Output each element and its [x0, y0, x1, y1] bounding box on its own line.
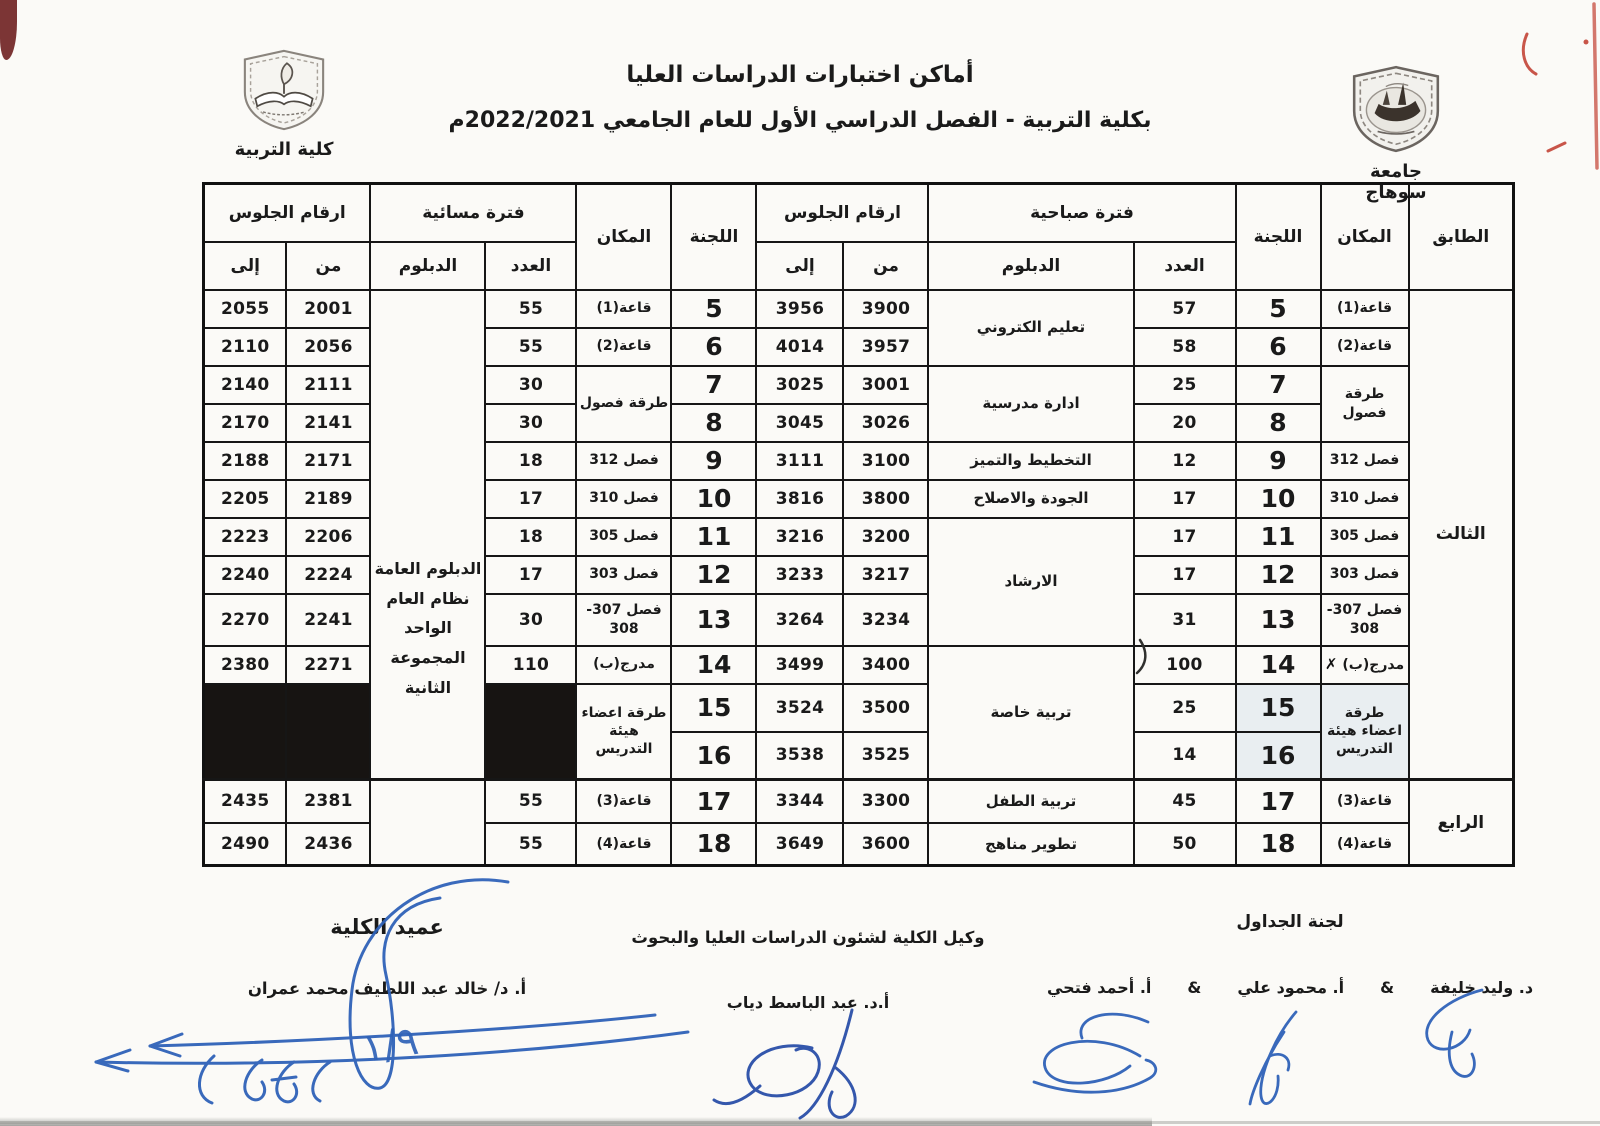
header-to-morning: إلى: [756, 242, 843, 290]
m-to: 3111: [756, 442, 843, 480]
faculty-name: كلية التربية: [234, 139, 334, 160]
m-count: 25: [1134, 684, 1236, 732]
header-to-evening: إلى: [203, 242, 286, 290]
m-count: 12: [1134, 442, 1236, 480]
e-count: 30: [485, 366, 576, 404]
e-from: 2141: [286, 404, 370, 442]
m-count: 14: [1134, 732, 1236, 780]
e-place: قاعة(2): [576, 328, 671, 366]
e-count-blackout: [485, 684, 576, 780]
m-from: 3001: [843, 366, 928, 404]
university-logo-icon: [1345, 64, 1447, 154]
m-count: 45: [1134, 780, 1236, 823]
dean-name: أ. د/ خالد عبد اللطيف محمد عمران: [247, 979, 527, 998]
e-committee: 11: [671, 518, 756, 556]
m-place: فصل 305: [1321, 518, 1409, 556]
m-place: فصل 303: [1321, 556, 1409, 594]
table-row: [203, 290, 1513, 328]
committee-member-name: أ. محمود علي: [1237, 978, 1345, 997]
e-committee: 17: [671, 780, 756, 823]
m-to: 3499: [756, 646, 843, 684]
e-from: 2241: [286, 594, 370, 646]
m-place: قاعة(4): [1321, 823, 1409, 866]
m-to: 3264: [756, 594, 843, 646]
e-place: قاعة(1): [576, 290, 671, 328]
m-committee: 13: [1236, 594, 1321, 646]
dean-title: عميد الكلية: [330, 915, 444, 939]
m-diploma: ادارة مدرسية: [928, 366, 1133, 442]
header-morning-period: فترة صباحية: [928, 184, 1235, 242]
faculty-emblem-block: [232, 48, 336, 160]
e-count: 110: [485, 646, 576, 684]
e-from: 2381: [286, 780, 370, 823]
m-from: 3400: [843, 646, 928, 684]
m-committee: 16: [1236, 732, 1321, 780]
committee-member-name: د. وليد خليفة: [1430, 978, 1534, 997]
header-committee-morning: اللجنة: [1236, 184, 1321, 290]
m-place: فصل 312: [1321, 442, 1409, 480]
e-committee: 12: [671, 556, 756, 594]
e-place: فصل 307-308: [576, 594, 671, 646]
handwritten-date: ١/٩: [358, 1017, 422, 1073]
e-count: 55: [485, 328, 576, 366]
m-place: فصل 310: [1321, 480, 1409, 518]
m-count: 31: [1134, 594, 1236, 646]
e-place: فصل 305: [576, 518, 671, 556]
header-committee-evening: اللجنة: [671, 184, 756, 290]
e-place: قاعة(4): [576, 823, 671, 866]
e-committee: 13: [671, 594, 756, 646]
schedules-committee-title: لجنة الجداول: [1236, 912, 1344, 932]
m-from: 3026: [843, 404, 928, 442]
header-floor: الطابق: [1409, 184, 1514, 290]
m-from: 3900: [843, 290, 928, 328]
e-to: 2435: [203, 780, 286, 823]
e-place: طرقة فصول: [576, 366, 671, 442]
schedules-committee-members: [1040, 978, 1540, 997]
m-committee: 12: [1236, 556, 1321, 594]
e-diploma-text: الدبلوم العامة نظام العام الواحد المجموعة الثانية: [374, 559, 482, 697]
m-to: 3649: [756, 823, 843, 866]
m-committee: 7: [1236, 366, 1321, 404]
exam-locations-table-wrap: [205, 182, 1515, 867]
m-to: 3538: [756, 732, 843, 780]
e-count: 30: [485, 594, 576, 646]
vice-dean-signature: [714, 1010, 855, 1118]
e-count: 17: [485, 556, 576, 594]
vice-dean-name: أ.د. عبد الباسط دياب: [726, 993, 890, 1012]
page-subtitle: بكلية التربية - الفصل الدراسي الأول للعام الجامعي 2022/2021م: [448, 108, 1152, 133]
m-from: 3957: [843, 328, 928, 366]
e-from: 2436: [286, 823, 370, 866]
table-row: [203, 780, 1513, 823]
e-from: 2206: [286, 518, 370, 556]
m-place: طرقة فصول: [1321, 366, 1409, 442]
e-place: مدرج(ب): [576, 646, 671, 684]
e-from: 2171: [286, 442, 370, 480]
e-diploma-empty: [370, 780, 485, 866]
m-place: قاعة(2): [1321, 328, 1409, 366]
schedules-committee-block: [1040, 912, 1540, 997]
header-count-evening: العدد: [485, 242, 576, 290]
floor-third: الثالث: [1409, 290, 1514, 780]
e-count: 30: [485, 404, 576, 442]
e-committee: 8: [671, 404, 756, 442]
m-place: قاعة(3): [1321, 780, 1409, 823]
e-count: 17: [485, 480, 576, 518]
m-count: 58: [1134, 328, 1236, 366]
e-to: 2490: [203, 823, 286, 866]
m-count: 17: [1134, 518, 1236, 556]
header-from-evening: من: [286, 242, 370, 290]
e-to: 2240: [203, 556, 286, 594]
m-committee: 18: [1236, 823, 1321, 866]
e-committee: 18: [671, 823, 756, 866]
handwritten-x-mark: ✗: [1324, 654, 1338, 673]
e-count: 55: [485, 290, 576, 328]
m-from: 3200: [843, 518, 928, 556]
m-committee: 10: [1236, 480, 1321, 518]
m-diploma: تعليم الكتروني: [928, 290, 1133, 366]
e-committee: 5: [671, 290, 756, 328]
m-diploma: تطوير مناهج: [928, 823, 1133, 866]
m-place-text: مدرج(ب): [1342, 656, 1405, 673]
e-count: 18: [485, 442, 576, 480]
vice-dean-title: وكيل الكلية لشئون الدراسات العليا والبحوث: [631, 928, 985, 947]
m-count: 17: [1134, 480, 1236, 518]
e-committee: 14: [671, 646, 756, 684]
m-diploma: الجودة والاصلاح: [928, 480, 1133, 518]
corner-ink-mark: [0, 0, 17, 60]
exam-locations-table: [202, 182, 1515, 867]
committee-signatures: [1034, 990, 1482, 1104]
m-to: 3025: [756, 366, 843, 404]
e-committee: 10: [671, 480, 756, 518]
m-committee: 8: [1236, 404, 1321, 442]
e-to: 2223: [203, 518, 286, 556]
e-from: 2224: [286, 556, 370, 594]
m-committee: 6: [1236, 328, 1321, 366]
header-seats-evening: ارقام الجلوس: [203, 184, 370, 242]
e-diploma: [370, 290, 485, 780]
m-from: 3234: [843, 594, 928, 646]
ampersand-separator: &: [1187, 978, 1202, 997]
e-from: 2189: [286, 480, 370, 518]
e-committee: 15: [671, 684, 756, 732]
e-count: 18: [485, 518, 576, 556]
m-count: 50: [1134, 823, 1236, 866]
dean-block: [222, 915, 552, 998]
e-place: فصل 303: [576, 556, 671, 594]
m-count: 17: [1134, 556, 1236, 594]
page-title: أماكن اختبارات الدراسات العليا: [626, 62, 974, 88]
e-count: 55: [485, 780, 576, 823]
university-name: جامعة سوهاج: [1365, 161, 1427, 203]
m-committee: 17: [1236, 780, 1321, 823]
m-to: 3045: [756, 404, 843, 442]
e-to-blackout: [203, 684, 286, 780]
m-committee: 14: [1236, 646, 1321, 684]
e-to: 2170: [203, 404, 286, 442]
e-place: فصل 312: [576, 442, 671, 480]
e-to: 2055: [203, 290, 286, 328]
m-to: 3816: [756, 480, 843, 518]
m-from: 3800: [843, 480, 928, 518]
m-committee: 5: [1236, 290, 1321, 328]
m-diploma: تربية الطفل: [928, 780, 1133, 823]
e-committee: 6: [671, 328, 756, 366]
e-from: 2001: [286, 290, 370, 328]
header-diploma-evening: الدبلوم: [370, 242, 485, 290]
m-count: 25: [1134, 366, 1236, 404]
header-evening-period: فترة مسائية: [370, 184, 576, 242]
e-place: فصل 310: [576, 480, 671, 518]
e-to: 2380: [203, 646, 286, 684]
ampersand-separator: &: [1380, 978, 1395, 997]
m-from: 3300: [843, 780, 928, 823]
m-to: 3216: [756, 518, 843, 556]
e-committee: 7: [671, 366, 756, 404]
e-to: 2188: [203, 442, 286, 480]
header-seats-morning: ارقام الجلوس: [756, 184, 928, 242]
e-from-blackout: [286, 684, 370, 780]
m-count: 100: [1134, 646, 1236, 684]
m-to: 3233: [756, 556, 843, 594]
e-place: قاعة(3): [576, 780, 671, 823]
m-to: 4014: [756, 328, 843, 366]
e-count: 55: [485, 823, 576, 866]
vice-dean-block: [608, 928, 1008, 1012]
header-diploma-morning: الدبلوم: [928, 242, 1133, 290]
m-to: 3344: [756, 780, 843, 823]
m-from: 3600: [843, 823, 928, 866]
m-committee: 15: [1236, 684, 1321, 732]
m-count: 57: [1134, 290, 1236, 328]
faculty-logo-icon: [236, 48, 332, 132]
m-from: 3500: [843, 684, 928, 732]
m-count: 20: [1134, 404, 1236, 442]
scan-bottom-line: [0, 1121, 1600, 1124]
e-from: 2056: [286, 328, 370, 366]
m-place: [1321, 646, 1409, 684]
m-diploma: تربية خاصة: [928, 646, 1133, 780]
m-from: 3100: [843, 442, 928, 480]
m-place: طرقة اعضاء هيئة التدريس: [1321, 684, 1409, 780]
m-diploma: الارشاد: [928, 518, 1133, 646]
floor-fourth: الرابع: [1409, 780, 1514, 866]
header-from-morning: من: [843, 242, 928, 290]
m-place: فصل 307-308: [1321, 594, 1409, 646]
header-place-morning: المكان: [1321, 184, 1409, 290]
e-to: 2205: [203, 480, 286, 518]
e-place: طرقة اعضاء هيئة التدريس: [576, 684, 671, 780]
e-committee: 9: [671, 442, 756, 480]
m-place: قاعة(1): [1321, 290, 1409, 328]
m-committee: 9: [1236, 442, 1321, 480]
e-committee: 16: [671, 732, 756, 780]
m-from: 3525: [843, 732, 928, 780]
e-to: 2140: [203, 366, 286, 404]
e-to: 2270: [203, 594, 286, 646]
e-to: 2110: [203, 328, 286, 366]
committee-member-name: أ. أحمد فتحي: [1046, 978, 1152, 997]
m-diploma: التخطيط والتميز: [928, 442, 1133, 480]
e-from: 2271: [286, 646, 370, 684]
m-from: 3217: [843, 556, 928, 594]
m-to: 3524: [756, 684, 843, 732]
e-from: 2111: [286, 366, 370, 404]
header-place-evening: المكان: [576, 184, 671, 290]
m-to: 3956: [756, 290, 843, 328]
m-committee: 11: [1236, 518, 1321, 556]
header-count-morning: العدد: [1134, 242, 1236, 290]
